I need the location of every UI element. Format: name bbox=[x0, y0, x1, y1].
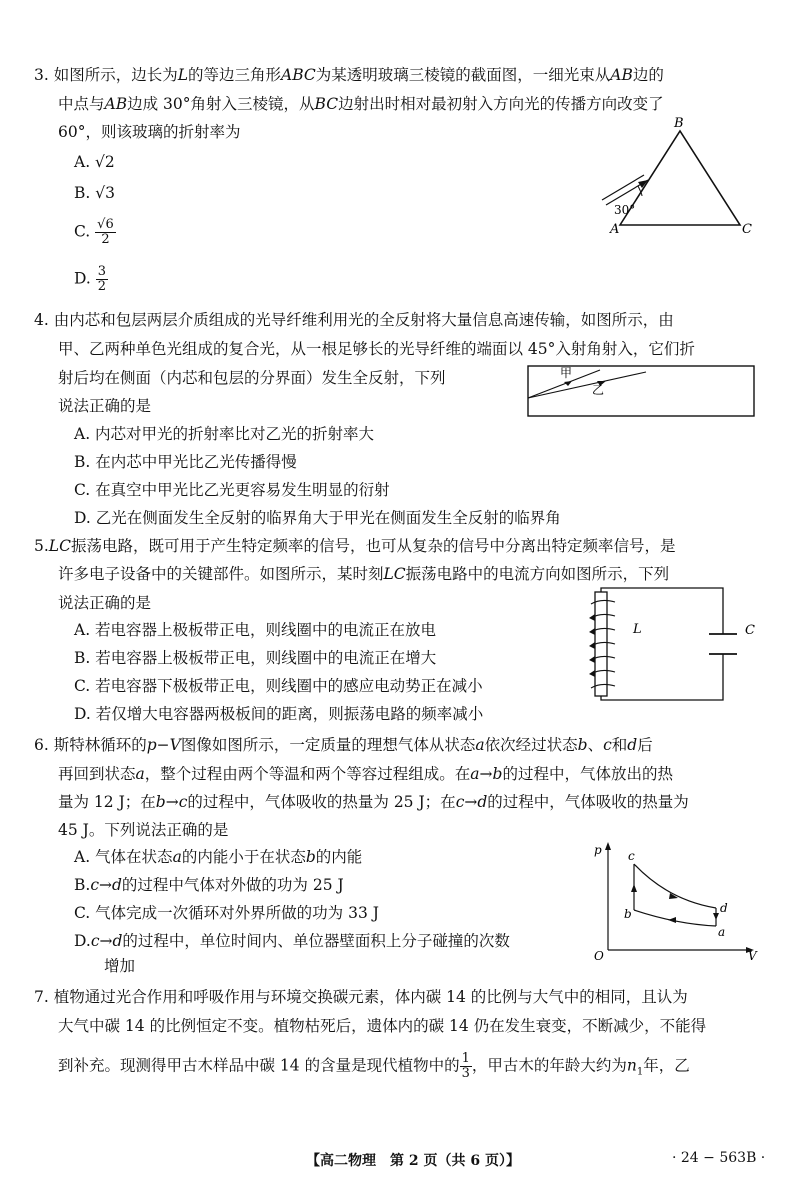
q5-option-d: D. 若仅增大电容器两极板间的距离，则振荡电路的频率减小 bbox=[74, 705, 484, 723]
q6-option-a: A. 气体在状态a的内能小于在状态b的内能 bbox=[74, 848, 363, 866]
q5-option-b: B. 若电容器上极板带正电，则线圈中的电流正在增大 bbox=[74, 649, 437, 667]
q6-arrow-ab bbox=[668, 917, 676, 923]
q3-option-d-fraction: $\frac{3}{2}$ bbox=[97, 264, 107, 294]
q6-option-d: D.c→d的过程中，单位时间内、单位器壁面积上分子碰撞的次数 bbox=[74, 932, 510, 950]
q5-bottom-wire bbox=[601, 654, 723, 700]
q7-fraction: $\frac{1}{3}$ bbox=[461, 1051, 470, 1081]
q3-prism-figure bbox=[596, 114, 756, 238]
q5-line-1: 5.LC振荡电路，既可用于产生特定频率的信号，也可从复杂的信号中分离出特定频率信号，是 bbox=[34, 537, 676, 555]
q6-label-p: p bbox=[594, 843, 602, 857]
q6-option-b: B.c→d的过程中气体对外做的功为 25 J bbox=[74, 876, 344, 894]
q6-label-b: b bbox=[624, 907, 632, 921]
q6-option-c: C. 气体完成一次循环对外界所做的功为 33 J bbox=[74, 904, 379, 922]
q6-pv-diagram bbox=[590, 842, 760, 962]
q6-option-d-cont: 增加 bbox=[104, 957, 136, 975]
q4-line-4: 说法正确的是 bbox=[58, 397, 152, 415]
page-footer-center: 【高二物理 第 2 页（共 6 页）】 bbox=[306, 1153, 520, 1169]
q4-line-3: 射后均在侧面（内芯和包层的分界面）发生全反射，下列 bbox=[58, 369, 446, 387]
q3-angle-label: 30° bbox=[614, 203, 636, 217]
q3-vertex-c: C bbox=[742, 222, 752, 237]
q6-label-a: a bbox=[718, 925, 726, 939]
q5-current-arrows bbox=[589, 614, 595, 677]
q3-option-d: D. $\frac{3}{2}$ bbox=[74, 264, 107, 294]
q4-label-yi: 乙 bbox=[592, 383, 605, 397]
q5-label-l: L bbox=[633, 622, 642, 637]
q3-line-3: 60°，则该玻璃的折射率为 bbox=[58, 123, 241, 141]
q5-line-2: 许多电子设备中的关键部件。如图所示，某时刻LC振荡电路中的电流方向如图所示，下列 bbox=[58, 565, 670, 583]
q6-arrow-bc bbox=[631, 884, 637, 892]
q6-arrow-da bbox=[713, 913, 719, 920]
q7-line-2: 大气中碳 14 的比例恒定不变。植物枯死后，遗体内的碳 14 仍在发生衰变，不断减少，不能得 bbox=[58, 1017, 707, 1035]
q5-option-a: A. 若电容器上极板带正电，则线圈中的电流正在放电 bbox=[74, 621, 437, 639]
q6-line-3: 量为 12 J；在b→c的过程中，气体吸收的热量为 25 J；在c→d的过程中，气体吸收的热量为 bbox=[58, 793, 689, 811]
q6-label-o: O bbox=[594, 949, 604, 963]
q4-option-a: A. 内芯对甲光的折射率比对乙光的折射率大 bbox=[74, 425, 375, 443]
q6-label-c: c bbox=[628, 849, 635, 863]
q4-label-jia: 甲 bbox=[560, 366, 573, 380]
q6-label-d: d bbox=[720, 901, 728, 915]
q5-lc-circuit-figure bbox=[585, 590, 765, 700]
q4-option-b: B. 在内芯中甲光比乙光传播得慢 bbox=[74, 453, 297, 471]
page-footer-code: · 24 − 563B · bbox=[672, 1150, 766, 1166]
q5-label-c: C bbox=[745, 623, 755, 638]
q4-fiber-figure bbox=[526, 364, 758, 422]
q4-option-d: D. 乙光在侧面发生全反射的临界角大于甲光在侧面发生全反射的临界角 bbox=[74, 509, 561, 527]
q6-line-2: 再回到状态a，整个过程由两个等温和两个等容过程组成。在a→b的过程中，气体放出的热 bbox=[58, 765, 673, 783]
q7-line-3: 到补充。现测得甲古木样品中碳 14 的含量是现代植物中的 $\frac{1}{3}$ ，甲古木的年龄大约为$n_1$年，乙 bbox=[58, 1051, 690, 1081]
q6-line-4: 45 J。下列说法正确的是 bbox=[58, 821, 229, 839]
q3-vertex-b: B bbox=[674, 116, 684, 131]
q4-line-1: 4. 由内芯和包层两层介质组成的光导纤维利用光的全反射将大量信息高速传输，如图所示，由 bbox=[34, 311, 674, 329]
q4-line-2: 甲、乙两种单色光组成的复合光，从一根足够长的光导纤维的端面以 45°入射角射入，它们折 bbox=[58, 340, 695, 358]
q6-p-axis-arrow bbox=[605, 842, 611, 850]
q3-option-a: A. √2 bbox=[74, 153, 115, 171]
q5-option-c: C. 若电容器下极板带正电，则线圈中的感应电动势正在减小 bbox=[74, 677, 483, 695]
q7-line-1: 7. 植物通过光合作用和呼吸作用与环境交换碳元素，体内碳 14 的比例与大气中的相同，且认为 bbox=[34, 988, 688, 1006]
q4-ray-yi bbox=[528, 372, 646, 398]
q5-line-3: 说法正确的是 bbox=[58, 594, 152, 612]
q3-option-b: B. √3 bbox=[74, 184, 115, 202]
q6-label-v: V bbox=[748, 949, 757, 963]
q3-line-2: 中点与AB边成 30°角射入三棱镜，从BC边射出时相对最初射入方向光的传播方向改变了 bbox=[58, 95, 664, 113]
q6-line-1: 6. 斯特林循环的p−V图像如图所示，一定质量的理想气体从状态a依次经过状态b、c和d后 bbox=[34, 736, 653, 754]
q6-isotherm-cd bbox=[634, 864, 716, 908]
q4-option-c: C. 在真空中甲光比乙光更容易发生明显的衍射 bbox=[74, 481, 390, 499]
q3-line-1: 3. 如图所示，边长为L的等边三角形ABC为某透明玻璃三棱镜的截面图，一细光束从AB边的 bbox=[34, 66, 664, 84]
q3-option-c-fraction: $\frac{√6}{2}$ bbox=[97, 217, 114, 247]
q3-vertex-a: A bbox=[610, 222, 620, 237]
q5-top-wire bbox=[601, 588, 723, 634]
q3-option-c: C. $\frac{√6}{2}$ bbox=[74, 217, 114, 247]
